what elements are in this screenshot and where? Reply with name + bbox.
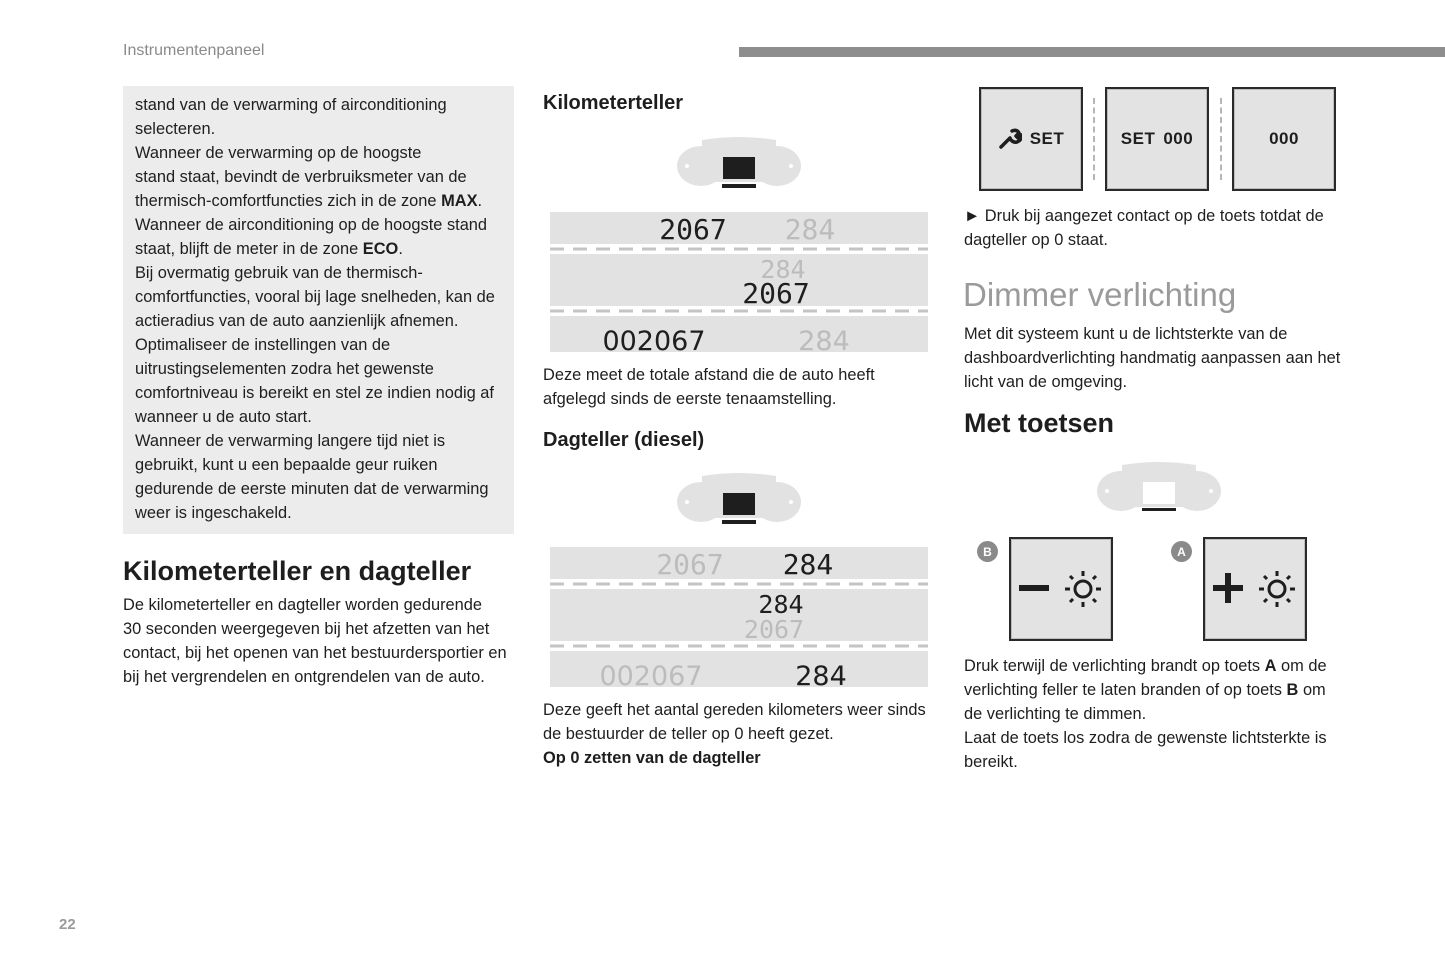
note-line: Wanneer de verwarming langere tijd niet is (135, 432, 446, 450)
body-line: verlichting feller te laten branden of op toets B om (964, 681, 1326, 699)
trip-display (550, 547, 928, 687)
note-line: actieradius van de auto aanzienlijk afnemen. (135, 312, 459, 330)
set-label: SET (1029, 129, 1065, 148)
dim-up-button (1203, 537, 1307, 641)
trip-row2-top: 284 (758, 590, 804, 619)
body-line: dagteller op 0 staat. (964, 231, 1108, 249)
body-line: licht van de omgeving. (964, 373, 1128, 391)
body-line: de verlichting te dimmen. (964, 705, 1147, 723)
body-line: Laat de toets los zodra de gewenste lichtsterkte is (964, 729, 1327, 747)
body-line: Deze geeft het aantal gereden kilometers weer sinds (543, 701, 926, 719)
body-line: ► Druk bij aangezet contact op de toets totdat de (964, 207, 1324, 225)
odo-row2-bottom: 2067 (742, 277, 810, 310)
page-number: 22 (59, 916, 76, 933)
note-line: selecteren. (135, 120, 216, 138)
odometer-display (550, 212, 928, 352)
odo-row1-left: 2067 (659, 213, 727, 246)
note-box (123, 86, 514, 534)
badge-b: B (977, 541, 998, 562)
body-line: contact, bij het openen van het bestuurdersportier en (123, 644, 507, 662)
odo-row3-left: 002067 (602, 326, 706, 352)
section-header: Instrumentenpaneel (123, 42, 265, 59)
wrench-icon (998, 128, 1022, 150)
set-label: SET (1120, 129, 1156, 148)
odometer-text (543, 363, 875, 411)
dashboard-icon (676, 472, 802, 530)
body-line: 30 seconden weergegeven bij het afzetten van het (123, 620, 490, 638)
trip-row1-left: 2067 (656, 548, 724, 581)
separator (1220, 98, 1222, 180)
sun-icon (1259, 571, 1295, 607)
note-line: comfortfuncties, vooral bij lage snelheden, kan de (135, 288, 495, 306)
dashboard-icon (676, 136, 802, 194)
minus-icon (1019, 585, 1049, 591)
note-line: comfortniveau is bereikt en stel ze indien nodig af (135, 384, 494, 402)
note-line: wanneer u de auto start. (135, 408, 312, 426)
plus-icon (1213, 573, 1243, 603)
trip-row3-right: 284 (795, 661, 847, 687)
km-dagteller-text (123, 593, 507, 689)
note-line: uitrustingselementen zodra het gewenste (135, 360, 434, 378)
set-button (979, 87, 1083, 191)
heading-met-toetsen: Met toetsen (964, 408, 1115, 438)
note-text (135, 93, 504, 525)
trip-text (543, 698, 926, 770)
badge-a: A (1171, 541, 1192, 562)
heading-dagteller: Dagteller (diesel) (543, 429, 705, 451)
reset-heading: Op 0 zetten van de dagteller (543, 749, 761, 767)
dimmer-text (964, 322, 1340, 394)
sun-icon (1065, 571, 1101, 607)
odo-row1-right: 284 (784, 213, 836, 246)
note-line: stand van de verwarming of airconditioning (135, 96, 447, 114)
heading-kilometerteller: Kilometerteller (543, 92, 684, 114)
body-line: de bestuurder de teller op 0 heeft gezet. (543, 725, 834, 743)
odo-row2-top: 284 (760, 255, 806, 284)
note-line: Bij overmatig gebruik van de thermisch- (135, 264, 423, 282)
body-line: De kilometerteller en dagteller worden gedurende (123, 596, 482, 614)
heading-km-dagteller: Kilometerteller en dagteller (123, 556, 472, 586)
odo-row3-right: 284 (798, 326, 850, 352)
note-line: gedurende de eerste minuten dat de verwarming (135, 480, 489, 498)
body-line: Druk terwijl de verlichting brandt op toets A om de (964, 657, 1327, 675)
set-zero-button (1105, 87, 1209, 191)
keys-text (964, 654, 1327, 774)
dim-down-button (1009, 537, 1113, 641)
note-line: gebruikt, kunt u een bepaalde geur ruiken (135, 456, 438, 474)
note-line: Wanneer de airconditioning op de hoogste stand (135, 216, 488, 234)
note-line: staat, blijft de meter in de zone ECO. (135, 240, 403, 258)
dashboard-icon (1096, 461, 1222, 515)
trip-row3-left: 002067 (599, 661, 703, 687)
body-line: dashboardverlichting handmatig aanpassen aan het (964, 349, 1341, 367)
note-line: stand staat, bevindt de verbruiksmeter van de (135, 168, 467, 186)
body-line: afgelegd sinds de eerste tenaamstelling. (543, 390, 837, 408)
zero-label: 000 (1163, 129, 1194, 148)
zero-label: 000 (1269, 129, 1299, 148)
trip-row1-right: 284 (782, 548, 834, 581)
reset-instruction (964, 204, 1324, 252)
heading-dimmer: Dimmer verlichting (963, 276, 1237, 313)
body-line: bereikt. (964, 753, 1018, 771)
separator (1093, 98, 1095, 180)
header-bar (739, 47, 1445, 57)
note-line: thermisch-comfortfuncties zich in de zone MAX. (135, 192, 483, 210)
note-line: Wanneer de verwarming op de hoogste (135, 144, 422, 162)
body-line: bij het vergrendelen en ontgrendelen van de auto. (123, 668, 485, 686)
body-line: Deze meet de totale afstand die de auto heeft (543, 366, 875, 384)
zero-button (1232, 87, 1336, 191)
trip-row2-bottom: 2067 (743, 615, 805, 644)
note-line: weer is ingeschakeld. (135, 504, 292, 522)
note-line: Optimaliseer de instellingen van de (135, 336, 391, 354)
body-line: Met dit systeem kunt u de lichtsterkte van de (964, 325, 1288, 343)
